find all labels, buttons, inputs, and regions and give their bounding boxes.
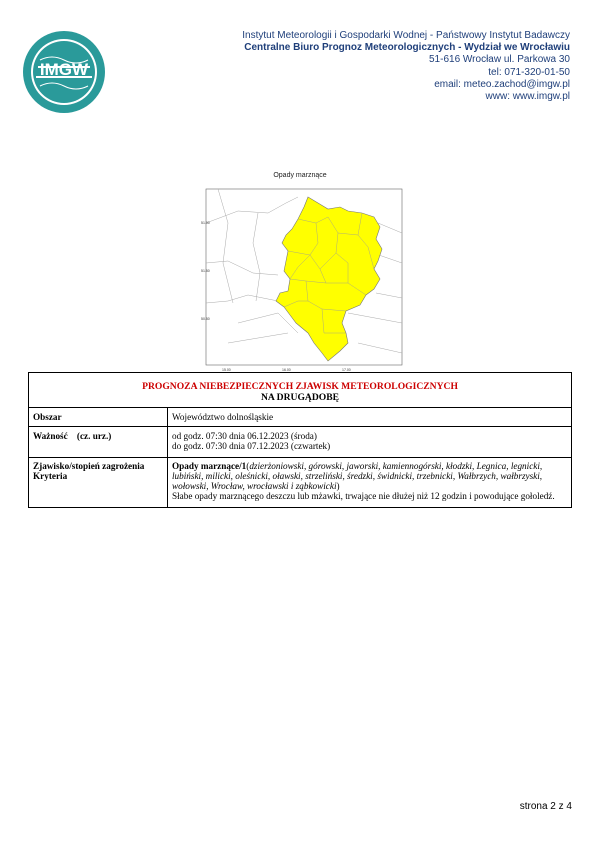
obszar-value: Województwo dolnośląskie (168, 408, 572, 427)
kryteria-text: Słabe opady marznącego deszczu lub mżawki, trwające nie dłużej niż 12 godzin i powodujące gołoledź. (172, 491, 555, 501)
address: 51-616 Wrocław ul. Parkowa 30 (429, 54, 570, 66)
forecast-title (29, 373, 572, 408)
obszar-label: Obszar (29, 408, 168, 427)
bureau-name: Centralne Biuro Prognoz Meteorologicznych - Wydział we Wrocławiu (244, 42, 570, 54)
zjawisko-areas: dzierżoniowski, górowski, jaworski, kamiennogórski, kłodzki, Legnica, legnicki, lubiński, milicki, oleśnicki, oławski, strzeliński, średzki, świdnicki, trzebnicki, Wałbrzych, wałbrzyski, wołowski, Wrocław, wrocławski i ząbkowicki (172, 461, 543, 491)
email: email: meteo.zachod@imgw.pl (434, 78, 570, 90)
map-title: Opady marznące (273, 172, 327, 179)
waznosc-label: Ważność (cz. urz.) (29, 427, 168, 458)
forecast-title-line1: PROGNOZA NIEBEZPIECZNYCH ZJAWISK METEOROLOGICZNYCH (142, 381, 458, 392)
zjawisko-label: Zjawisko/stopień zagrożenia (33, 461, 145, 471)
waznosc-value (168, 427, 572, 458)
y-tick: 51.00 (201, 221, 210, 225)
page-number: strona 2 z 4 (519, 801, 572, 812)
waznosc-from: od godz. 07:30 dnia 06.12.2023 (środa) (172, 431, 317, 441)
institute-header (170, 30, 570, 103)
institute-name: Instytut Meteorologii i Gospodarki Wodnej - Państwowy Instytut Badawczy (242, 30, 570, 41)
phone: tel: 071-320-01-50 (488, 66, 570, 78)
zjawisko-label-cell (29, 458, 168, 508)
y-tick: 51.50 (201, 269, 210, 273)
y-tick: 50.50 (201, 317, 210, 321)
logo-text: IMGW (39, 60, 89, 79)
imgw-logo (22, 30, 106, 114)
website: www: www.imgw.pl (485, 91, 570, 103)
paren-close: ) (336, 481, 340, 491)
x-tick: 15.00 (222, 368, 231, 372)
zjawisko-name: Opady marznące/1 (172, 461, 247, 471)
warning-map (198, 183, 410, 375)
forecast-title-line2: NA DRUGĄDOBĘ (260, 392, 340, 403)
kryteria-label: Kryteria (33, 471, 68, 481)
x-tick: 16.00 (282, 368, 291, 372)
zjawisko-value (168, 458, 572, 508)
x-tick: 17.00 (342, 368, 351, 372)
forecast-table (28, 372, 572, 508)
waznosc-to: do godz. 07:30 dnia 07.12.2023 (czwartek) (172, 441, 331, 451)
paren-open: ( (246, 461, 250, 471)
